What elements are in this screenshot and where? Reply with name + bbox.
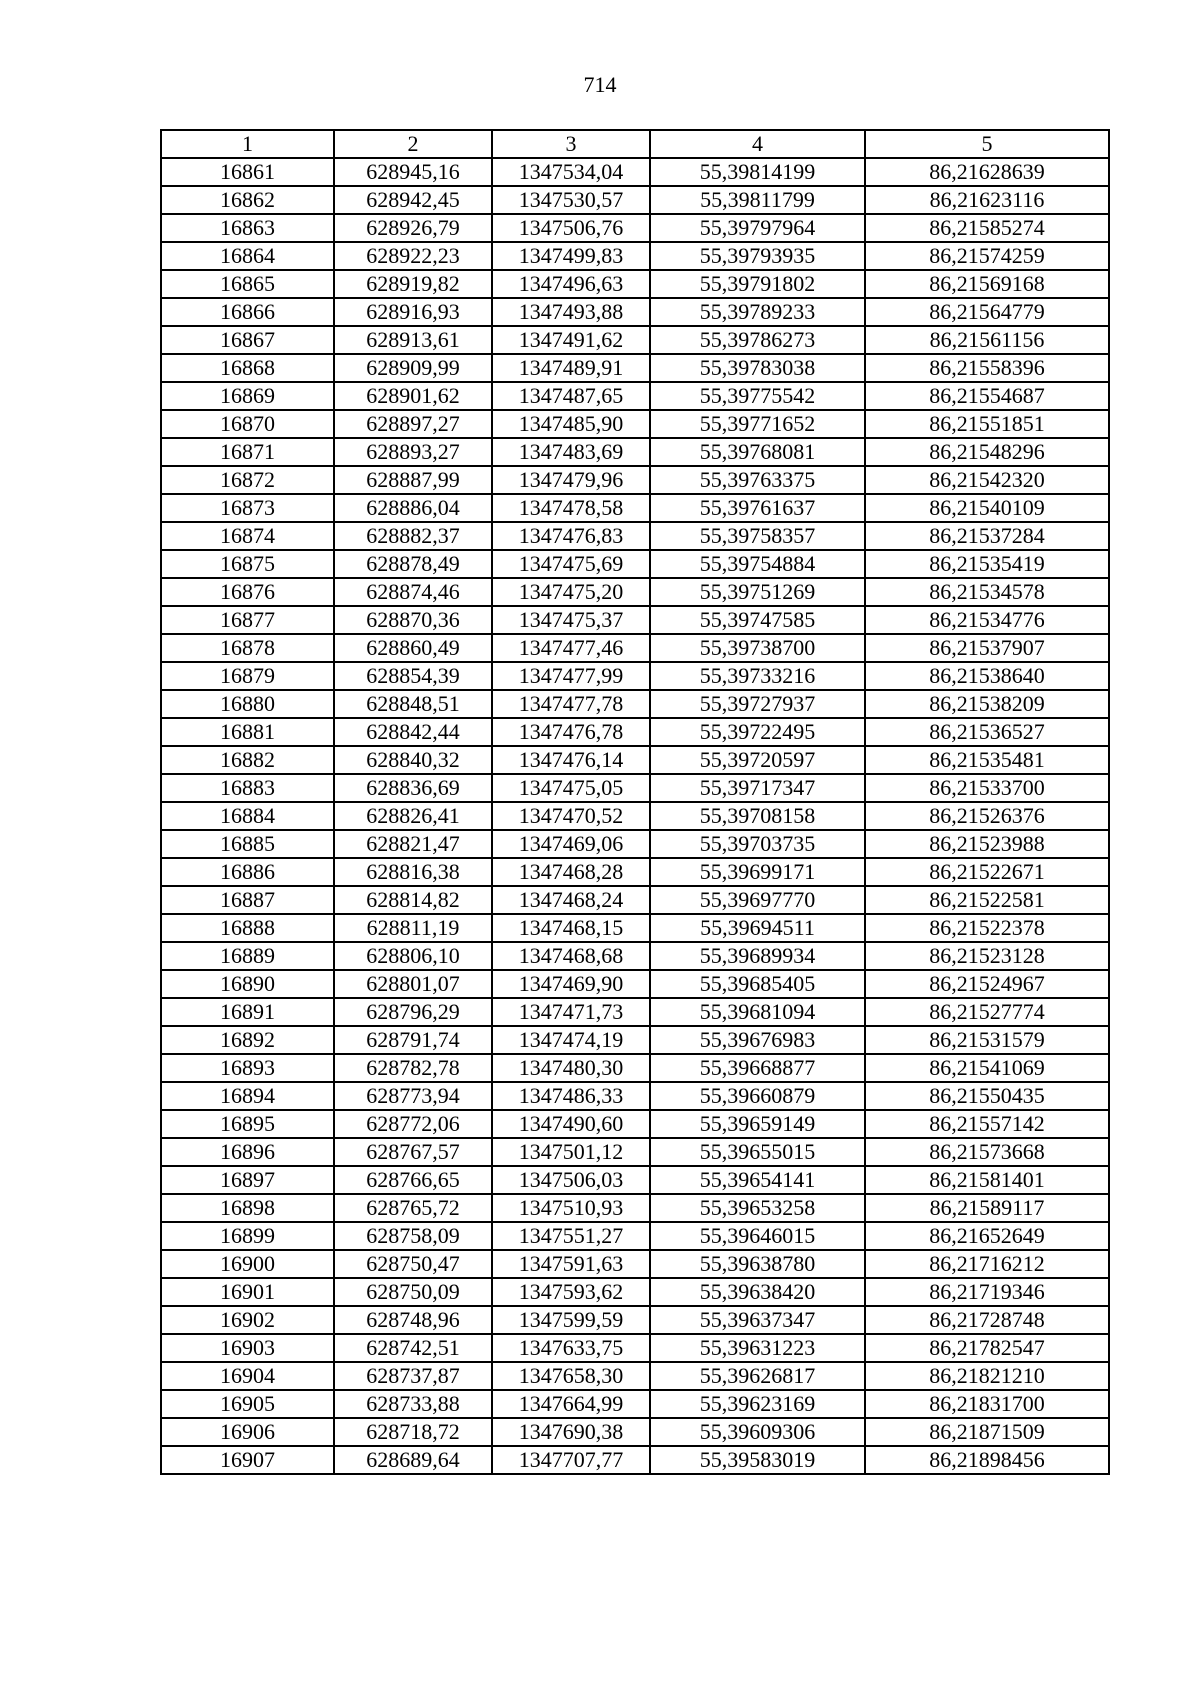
table-cell-col-2: 628748,96 — [334, 1306, 492, 1334]
table-cell-col-1: 16873 — [161, 494, 334, 522]
table-cell-col-1: 16868 — [161, 354, 334, 382]
table-cell-col-3: 1347476,83 — [492, 522, 650, 550]
table-row — [161, 1418, 1109, 1446]
table-cell-col-2: 628842,44 — [334, 718, 492, 746]
table-row — [161, 746, 1109, 774]
table-cell-col-3: 1347487,65 — [492, 382, 650, 410]
table-cell-col-5: 86,21551851 — [865, 410, 1109, 438]
table-cell-col-1: 16907 — [161, 1446, 334, 1474]
table-cell-col-2: 628860,49 — [334, 634, 492, 662]
table-cell-col-3: 1347490,60 — [492, 1110, 650, 1138]
table-cell-col-5: 86,21540109 — [865, 494, 1109, 522]
table-row — [161, 998, 1109, 1026]
table-cell-col-5: 86,21538209 — [865, 690, 1109, 718]
table-cell-col-3: 1347489,91 — [492, 354, 650, 382]
table-cell-col-1: 16877 — [161, 606, 334, 634]
table-cell-col-2: 628767,57 — [334, 1138, 492, 1166]
table-cell-col-3: 1347510,93 — [492, 1194, 650, 1222]
table-cell-col-4: 55,39637347 — [650, 1306, 865, 1334]
table-cell-col-5: 86,21728748 — [865, 1306, 1109, 1334]
table-cell-col-1: 16893 — [161, 1054, 334, 1082]
table-cell-col-1: 16895 — [161, 1110, 334, 1138]
table-cell-col-1: 16863 — [161, 214, 334, 242]
table-cell-col-5: 86,21831700 — [865, 1390, 1109, 1418]
table-cell-col-5: 86,21535419 — [865, 550, 1109, 578]
table-cell-col-2: 628689,64 — [334, 1446, 492, 1474]
table-cell-col-3: 1347633,75 — [492, 1334, 650, 1362]
table-cell-col-1: 16876 — [161, 578, 334, 606]
table-cell-col-3: 1347477,78 — [492, 690, 650, 718]
table-cell-col-5: 86,21550435 — [865, 1082, 1109, 1110]
table-cell-col-5: 86,21536527 — [865, 718, 1109, 746]
table-row — [161, 438, 1109, 466]
table-cell-col-5: 86,21541069 — [865, 1054, 1109, 1082]
table-cell-col-4: 55,39694511 — [650, 914, 865, 942]
table-cell-col-4: 55,39811799 — [650, 186, 865, 214]
table-cell-col-2: 628887,99 — [334, 466, 492, 494]
table-row — [161, 466, 1109, 494]
table-cell-col-1: 16867 — [161, 326, 334, 354]
table-cell-col-2: 628886,04 — [334, 494, 492, 522]
column-header-3: 3 — [492, 130, 650, 158]
table-cell-col-1: 16898 — [161, 1194, 334, 1222]
table-cell-col-4: 55,39733216 — [650, 662, 865, 690]
table-cell-col-4: 55,39655015 — [650, 1138, 865, 1166]
table-cell-col-5: 86,21522671 — [865, 858, 1109, 886]
table-cell-col-2: 628782,78 — [334, 1054, 492, 1082]
table-row — [161, 326, 1109, 354]
table-row — [161, 186, 1109, 214]
table-cell-col-3: 1347690,38 — [492, 1418, 650, 1446]
table-row — [161, 718, 1109, 746]
table-cell-col-4: 55,39797964 — [650, 214, 865, 242]
table-cell-col-2: 628913,61 — [334, 326, 492, 354]
table-cell-col-3: 1347475,69 — [492, 550, 650, 578]
table-cell-col-5: 86,21821210 — [865, 1362, 1109, 1390]
table-cell-col-4: 55,39720597 — [650, 746, 865, 774]
table-cell-col-3: 1347591,63 — [492, 1250, 650, 1278]
table-cell-col-3: 1347486,33 — [492, 1082, 650, 1110]
table-cell-col-2: 628765,72 — [334, 1194, 492, 1222]
table-cell-col-3: 1347475,05 — [492, 774, 650, 802]
table-row — [161, 830, 1109, 858]
table-cell-col-5: 86,21561156 — [865, 326, 1109, 354]
table-cell-col-3: 1347551,27 — [492, 1222, 650, 1250]
table-row — [161, 606, 1109, 634]
table-row — [161, 242, 1109, 270]
table-cell-col-4: 55,39659149 — [650, 1110, 865, 1138]
table-cell-col-2: 628811,19 — [334, 914, 492, 942]
table-cell-col-1: 16878 — [161, 634, 334, 662]
table-cell-col-1: 16874 — [161, 522, 334, 550]
table-cell-col-5: 86,21589117 — [865, 1194, 1109, 1222]
table-cell-col-2: 628821,47 — [334, 830, 492, 858]
table-row — [161, 1306, 1109, 1334]
table-cell-col-1: 16903 — [161, 1334, 334, 1362]
table-cell-col-3: 1347468,15 — [492, 914, 650, 942]
table-cell-col-2: 628814,82 — [334, 886, 492, 914]
table-cell-col-1: 16900 — [161, 1250, 334, 1278]
table-cell-col-4: 55,39722495 — [650, 718, 865, 746]
table-cell-col-3: 1347493,88 — [492, 298, 650, 326]
table-cell-col-3: 1347496,63 — [492, 270, 650, 298]
table-cell-col-1: 16890 — [161, 970, 334, 998]
table-cell-col-2: 628916,93 — [334, 298, 492, 326]
table-cell-col-3: 1347478,58 — [492, 494, 650, 522]
table-cell-col-4: 55,39653258 — [650, 1194, 865, 1222]
table-cell-col-5: 86,21569168 — [865, 270, 1109, 298]
table-cell-col-5: 86,21871509 — [865, 1418, 1109, 1446]
table-cell-col-2: 628773,94 — [334, 1082, 492, 1110]
table-cell-col-4: 55,39793935 — [650, 242, 865, 270]
table-cell-col-1: 16892 — [161, 1026, 334, 1054]
table-cell-col-5: 86,21574259 — [865, 242, 1109, 270]
table-cell-col-5: 86,21534578 — [865, 578, 1109, 606]
table-cell-col-4: 55,39646015 — [650, 1222, 865, 1250]
table-cell-col-3: 1347501,12 — [492, 1138, 650, 1166]
table-row — [161, 886, 1109, 914]
table-cell-col-4: 55,39763375 — [650, 466, 865, 494]
table-cell-col-1: 16862 — [161, 186, 334, 214]
table-cell-col-2: 628766,65 — [334, 1166, 492, 1194]
table-cell-col-4: 55,39638780 — [650, 1250, 865, 1278]
table-cell-col-1: 16906 — [161, 1418, 334, 1446]
table-cell-col-3: 1347476,14 — [492, 746, 650, 774]
table-cell-col-5: 86,21538640 — [865, 662, 1109, 690]
table-row — [161, 1362, 1109, 1390]
table-cell-col-3: 1347483,69 — [492, 438, 650, 466]
table-cell-col-4: 55,39654141 — [650, 1166, 865, 1194]
table-cell-col-5: 86,21542320 — [865, 466, 1109, 494]
table-cell-col-5: 86,21522378 — [865, 914, 1109, 942]
table-cell-col-4: 55,39685405 — [650, 970, 865, 998]
table-cell-col-5: 86,21558396 — [865, 354, 1109, 382]
table-cell-col-3: 1347506,76 — [492, 214, 650, 242]
table-row — [161, 522, 1109, 550]
table-row — [161, 1082, 1109, 1110]
table-cell-col-1: 16869 — [161, 382, 334, 410]
table-cell-col-1: 16889 — [161, 942, 334, 970]
table-cell-col-1: 16888 — [161, 914, 334, 942]
table-cell-col-1: 16891 — [161, 998, 334, 1026]
table-cell-col-3: 1347664,99 — [492, 1390, 650, 1418]
table-cell-col-5: 86,21898456 — [865, 1446, 1109, 1474]
table-cell-col-4: 55,39814199 — [650, 158, 865, 186]
table-cell-col-3: 1347599,59 — [492, 1306, 650, 1334]
table-cell-col-5: 86,21623116 — [865, 186, 1109, 214]
table-cell-col-4: 55,39761637 — [650, 494, 865, 522]
table-cell-col-5: 86,21533700 — [865, 774, 1109, 802]
table-cell-col-3: 1347479,96 — [492, 466, 650, 494]
table-cell-col-2: 628806,10 — [334, 942, 492, 970]
table-cell-col-3: 1347475,20 — [492, 578, 650, 606]
column-header-2: 2 — [334, 130, 492, 158]
table-cell-col-2: 628737,87 — [334, 1362, 492, 1390]
table-cell-col-5: 86,21557142 — [865, 1110, 1109, 1138]
table-cell-col-2: 628750,47 — [334, 1250, 492, 1278]
table-cell-col-4: 55,39775542 — [650, 382, 865, 410]
table-row — [161, 970, 1109, 998]
table-cell-col-4: 55,39668877 — [650, 1054, 865, 1082]
table-cell-col-5: 86,21564779 — [865, 298, 1109, 326]
table-cell-col-5: 86,21585274 — [865, 214, 1109, 242]
table-row — [161, 1026, 1109, 1054]
table-cell-col-3: 1347658,30 — [492, 1362, 650, 1390]
table-row — [161, 1390, 1109, 1418]
table-row — [161, 1446, 1109, 1474]
table-cell-col-1: 16885 — [161, 830, 334, 858]
table-cell-col-2: 628919,82 — [334, 270, 492, 298]
table-cell-col-5: 86,21573668 — [865, 1138, 1109, 1166]
table-cell-col-5: 86,21782547 — [865, 1334, 1109, 1362]
table-cell-col-1: 16872 — [161, 466, 334, 494]
table-row — [161, 1250, 1109, 1278]
table-cell-col-5: 86,21719346 — [865, 1278, 1109, 1306]
table-cell-col-5: 86,21537907 — [865, 634, 1109, 662]
table-cell-col-2: 628733,88 — [334, 1390, 492, 1418]
table-cell-col-4: 55,39626817 — [650, 1362, 865, 1390]
table-cell-col-2: 628836,69 — [334, 774, 492, 802]
table-cell-col-3: 1347474,19 — [492, 1026, 650, 1054]
table-cell-col-5: 86,21581401 — [865, 1166, 1109, 1194]
table-cell-col-2: 628942,45 — [334, 186, 492, 214]
table-cell-col-2: 628882,37 — [334, 522, 492, 550]
table-row — [161, 662, 1109, 690]
coordinates-table — [160, 129, 1110, 1475]
table-cell-col-2: 628878,49 — [334, 550, 492, 578]
table-row — [161, 382, 1109, 410]
table-row — [161, 270, 1109, 298]
table-cell-col-4: 55,39708158 — [650, 802, 865, 830]
table-cell-col-1: 16883 — [161, 774, 334, 802]
table-cell-col-1: 16884 — [161, 802, 334, 830]
table-cell-col-1: 16905 — [161, 1390, 334, 1418]
table-cell-col-2: 628922,23 — [334, 242, 492, 270]
table-cell-col-3: 1347468,68 — [492, 942, 650, 970]
table-cell-col-5: 86,21534776 — [865, 606, 1109, 634]
table-cell-col-3: 1347471,73 — [492, 998, 650, 1026]
table-cell-col-5: 86,21548296 — [865, 438, 1109, 466]
table-cell-col-4: 55,39623169 — [650, 1390, 865, 1418]
table-cell-col-2: 628816,38 — [334, 858, 492, 886]
table-row — [161, 410, 1109, 438]
table-row — [161, 942, 1109, 970]
table-cell-col-1: 16861 — [161, 158, 334, 186]
table-row — [161, 214, 1109, 242]
table-cell-col-2: 628926,79 — [334, 214, 492, 242]
table-cell-col-3: 1347491,62 — [492, 326, 650, 354]
table-cell-col-2: 628796,29 — [334, 998, 492, 1026]
table-row — [161, 774, 1109, 802]
table-row — [161, 1222, 1109, 1250]
table-cell-col-2: 628826,41 — [334, 802, 492, 830]
table-cell-col-3: 1347707,77 — [492, 1446, 650, 1474]
table-row — [161, 1054, 1109, 1082]
table-cell-col-4: 55,39697770 — [650, 886, 865, 914]
table-cell-col-1: 16879 — [161, 662, 334, 690]
table-cell-col-4: 55,39717347 — [650, 774, 865, 802]
table-cell-col-3: 1347593,62 — [492, 1278, 650, 1306]
table-cell-col-3: 1347480,30 — [492, 1054, 650, 1082]
table-cell-col-1: 16899 — [161, 1222, 334, 1250]
table-row — [161, 354, 1109, 382]
table-cell-col-1: 16894 — [161, 1082, 334, 1110]
table-cell-col-3: 1347468,24 — [492, 886, 650, 914]
table-cell-col-3: 1347469,06 — [492, 830, 650, 858]
table-cell-col-3: 1347469,90 — [492, 970, 650, 998]
table-cell-col-1: 16881 — [161, 718, 334, 746]
table-cell-col-5: 86,21716212 — [865, 1250, 1109, 1278]
table-cell-col-2: 628772,06 — [334, 1110, 492, 1138]
table-cell-col-1: 16904 — [161, 1362, 334, 1390]
table-cell-col-2: 628791,74 — [334, 1026, 492, 1054]
table-cell-col-3: 1347506,03 — [492, 1166, 650, 1194]
table-cell-col-2: 628840,32 — [334, 746, 492, 774]
table-cell-col-5: 86,21537284 — [865, 522, 1109, 550]
table-cell-col-4: 55,39758357 — [650, 522, 865, 550]
table-row — [161, 550, 1109, 578]
table-cell-col-4: 55,39681094 — [650, 998, 865, 1026]
table-cell-col-1: 16864 — [161, 242, 334, 270]
table-cell-col-2: 628945,16 — [334, 158, 492, 186]
table-header-row — [161, 130, 1109, 158]
table-cell-col-1: 16902 — [161, 1306, 334, 1334]
table-cell-col-1: 16897 — [161, 1166, 334, 1194]
table-cell-col-1: 16896 — [161, 1138, 334, 1166]
table-cell-col-1: 16866 — [161, 298, 334, 326]
table-cell-col-4: 55,39631223 — [650, 1334, 865, 1362]
table-row — [161, 1110, 1109, 1138]
table-cell-col-1: 16901 — [161, 1278, 334, 1306]
table-cell-col-1: 16870 — [161, 410, 334, 438]
table-cell-col-2: 628901,62 — [334, 382, 492, 410]
table-row — [161, 1334, 1109, 1362]
column-header-1: 1 — [161, 130, 334, 158]
table-cell-col-1: 16886 — [161, 858, 334, 886]
table-cell-col-2: 628718,72 — [334, 1418, 492, 1446]
table-row — [161, 578, 1109, 606]
table-row — [161, 158, 1109, 186]
table-row — [161, 494, 1109, 522]
table-cell-col-2: 628801,07 — [334, 970, 492, 998]
table-cell-col-3: 1347534,04 — [492, 158, 650, 186]
table-cell-col-3: 1347485,90 — [492, 410, 650, 438]
table-cell-col-1: 16875 — [161, 550, 334, 578]
table-cell-col-4: 55,39689934 — [650, 942, 865, 970]
table-cell-col-5: 86,21531579 — [865, 1026, 1109, 1054]
page-number: 714 — [583, 72, 617, 97]
column-header-4: 4 — [650, 130, 865, 158]
table-cell-col-4: 55,39676983 — [650, 1026, 865, 1054]
table-cell-col-4: 55,39783038 — [650, 354, 865, 382]
table-cell-col-1: 16865 — [161, 270, 334, 298]
table-row — [161, 858, 1109, 886]
table-cell-col-2: 628909,99 — [334, 354, 492, 382]
table-row — [161, 1194, 1109, 1222]
table-cell-col-4: 55,39771652 — [650, 410, 865, 438]
table-cell-col-2: 628893,27 — [334, 438, 492, 466]
table-cell-col-1: 16871 — [161, 438, 334, 466]
table-body — [161, 158, 1109, 1474]
table-cell-col-1: 16880 — [161, 690, 334, 718]
table-cell-col-3: 1347477,99 — [492, 662, 650, 690]
table-cell-col-4: 55,39609306 — [650, 1418, 865, 1446]
table-cell-col-5: 86,21524967 — [865, 970, 1109, 998]
table-cell-col-3: 1347476,78 — [492, 718, 650, 746]
table-cell-col-2: 628897,27 — [334, 410, 492, 438]
table-cell-col-4: 55,39791802 — [650, 270, 865, 298]
table-cell-col-5: 86,21523128 — [865, 942, 1109, 970]
table-cell-col-5: 86,21526376 — [865, 802, 1109, 830]
table-cell-col-5: 86,21652649 — [865, 1222, 1109, 1250]
table-cell-col-1: 16887 — [161, 886, 334, 914]
table-cell-col-4: 55,39703735 — [650, 830, 865, 858]
table-cell-col-3: 1347468,28 — [492, 858, 650, 886]
table-cell-col-5: 86,21554687 — [865, 382, 1109, 410]
table-cell-col-4: 55,39638420 — [650, 1278, 865, 1306]
table-cell-col-3: 1347470,52 — [492, 802, 650, 830]
table-cell-col-4: 55,39738700 — [650, 634, 865, 662]
table-cell-col-4: 55,39727937 — [650, 690, 865, 718]
table-row — [161, 634, 1109, 662]
table-cell-col-4: 55,39768081 — [650, 438, 865, 466]
table-cell-col-4: 55,39754884 — [650, 550, 865, 578]
table-cell-col-3: 1347499,83 — [492, 242, 650, 270]
table-row — [161, 802, 1109, 830]
table-cell-col-4: 55,39747585 — [650, 606, 865, 634]
table-cell-col-4: 55,39786273 — [650, 326, 865, 354]
table-row — [161, 914, 1109, 942]
table-cell-col-2: 628874,46 — [334, 578, 492, 606]
table-cell-col-4: 55,39660879 — [650, 1082, 865, 1110]
table-cell-col-3: 1347477,46 — [492, 634, 650, 662]
table-cell-col-2: 628854,39 — [334, 662, 492, 690]
table-cell-col-4: 55,39699171 — [650, 858, 865, 886]
table-cell-col-1: 16882 — [161, 746, 334, 774]
table-cell-col-4: 55,39751269 — [650, 578, 865, 606]
table-cell-col-4: 55,39583019 — [650, 1446, 865, 1474]
table-cell-col-3: 1347530,57 — [492, 186, 650, 214]
table-cell-col-2: 628870,36 — [334, 606, 492, 634]
table-cell-col-3: 1347475,37 — [492, 606, 650, 634]
table-cell-col-2: 628750,09 — [334, 1278, 492, 1306]
table-cell-col-5: 86,21523988 — [865, 830, 1109, 858]
table-cell-col-5: 86,21522581 — [865, 886, 1109, 914]
table-cell-col-2: 628758,09 — [334, 1222, 492, 1250]
column-header-5: 5 — [865, 130, 1109, 158]
table-cell-col-5: 86,21628639 — [865, 158, 1109, 186]
table-row — [161, 690, 1109, 718]
table-cell-col-4: 55,39789233 — [650, 298, 865, 326]
table-row — [161, 1278, 1109, 1306]
table-cell-col-2: 628742,51 — [334, 1334, 492, 1362]
table-cell-col-2: 628848,51 — [334, 690, 492, 718]
table-row — [161, 1166, 1109, 1194]
table-cell-col-5: 86,21527774 — [865, 998, 1109, 1026]
table-row — [161, 298, 1109, 326]
table-cell-col-5: 86,21535481 — [865, 746, 1109, 774]
table-row — [161, 1138, 1109, 1166]
